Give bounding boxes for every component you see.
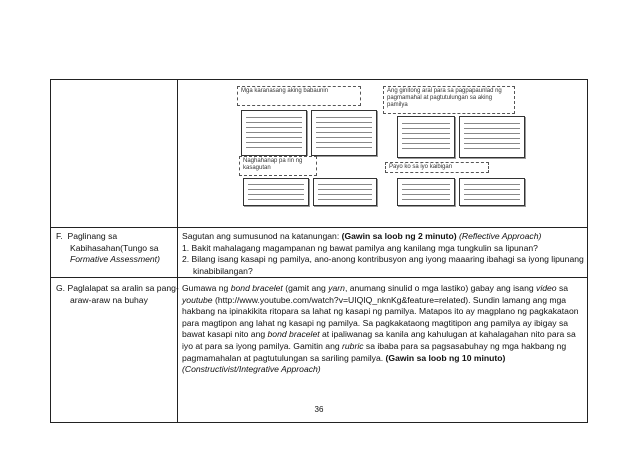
row-g-italic: bond bracelet [267, 329, 320, 340]
row-f-label [56, 231, 174, 266]
diagram-card [459, 178, 525, 206]
page-number: 36 [314, 405, 324, 414]
row-f-question-1: 1. Bakit mahalagang magampanan ng bawat pamilya ang kanilang mga tungkulin sa lipunan? [182, 242, 538, 253]
row-g-text: sa ibaba para sa pagsasabuhay ng mga hakbang ng pagmamahalan at pagtutulungan sa sariling pamilya. [182, 340, 567, 363]
diagram-label-kasagutan: Naghahanap pa rin ng kasagutan [239, 156, 317, 176]
row-g-text: Gumawa ng [182, 283, 229, 293]
diagram-card [311, 110, 377, 156]
diagram-label-karanasan: Mga karanasang aking babaunin [237, 86, 361, 106]
row-g-time: (Gawin sa loob ng 10 minuto) [385, 352, 506, 363]
diagram-card [241, 110, 307, 156]
row-g-approach: (Constructivist/Integrative Approach) [182, 364, 321, 375]
row-g-italic: youtube [182, 294, 213, 305]
row-f-content [182, 231, 584, 277]
diagram-label-ginintong-aral: Ang ginitong aral para sa pagpapaunlad ng pagmamahal at pagtutulungan sa aking pamilya [383, 86, 515, 114]
row-g-text: at ipaliwanag sa kanila ang kahulugan at kahalagahan nito para sa iyo at para sa iyong pamilya. Gamitin ang [182, 329, 576, 351]
row-g-text: (gamit ang [285, 283, 326, 293]
row-f-intro-time: (Gawin sa loob ng 2 minuto) [341, 231, 457, 241]
row-g-text: , anumang sinulid o mga lastiko) gabay ang isang [344, 283, 534, 293]
diagram-card [313, 178, 377, 206]
diagram-card [243, 178, 309, 206]
row-f-intro-text: Sagutan ang sumusunod na katanungan: [182, 231, 340, 241]
row-g-italic: rubric [342, 340, 364, 351]
row-f-intro-approach: (Reflective Approach) [459, 231, 542, 241]
diagram-label-payo: Payo ko sa iyo kaibigan [385, 162, 489, 173]
row-g-content [182, 283, 584, 376]
row-g-label: G. Paglalapat sa aralin sa pang-araw-araw na buhay [56, 283, 179, 305]
row-divider [51, 227, 587, 228]
reflection-diagram [237, 86, 537, 204]
row-g-text: sa [558, 283, 569, 293]
lesson-table [50, 79, 588, 423]
row-f-label-main: Paglinang sa Kabihasahan(Tungo sa [67, 231, 159, 253]
diagram-card [397, 178, 455, 206]
row-f-intro [182, 231, 584, 243]
diagram-card [459, 116, 525, 158]
row-g-italic: yarn [328, 283, 345, 293]
row-f-question-2: 2. Bilang isang kasapi ng pamilya, ano-anong kontribusyon ang iyong maaaring ibahagi sa iyong lipunang kinabibilangan? [182, 254, 584, 276]
column-divider [177, 80, 178, 422]
diagram-card [397, 116, 455, 158]
row-g-text: (http://www.youtube.com/watch?v=UIQIQ_nknKg&feature=related). Sundin lamang ang mga hakbang na ipinakikita ritopara sa lahat ng kasapi ng pamilya. Matapos ito ay magplano ng pagkakataon para magtipon ang lahat ng kasapi ng pamilya. Sa pagkakataong magtitipon ang pamilya ay ibigay sa bawat kasapi nito ang [182, 294, 579, 340]
row-f-letter: F. [56, 231, 63, 241]
row-g-italic: video [536, 283, 557, 293]
row-g-italic: bond bracelet [230, 283, 283, 293]
row-f-label-italic: Formative Assessment) [70, 254, 160, 265]
